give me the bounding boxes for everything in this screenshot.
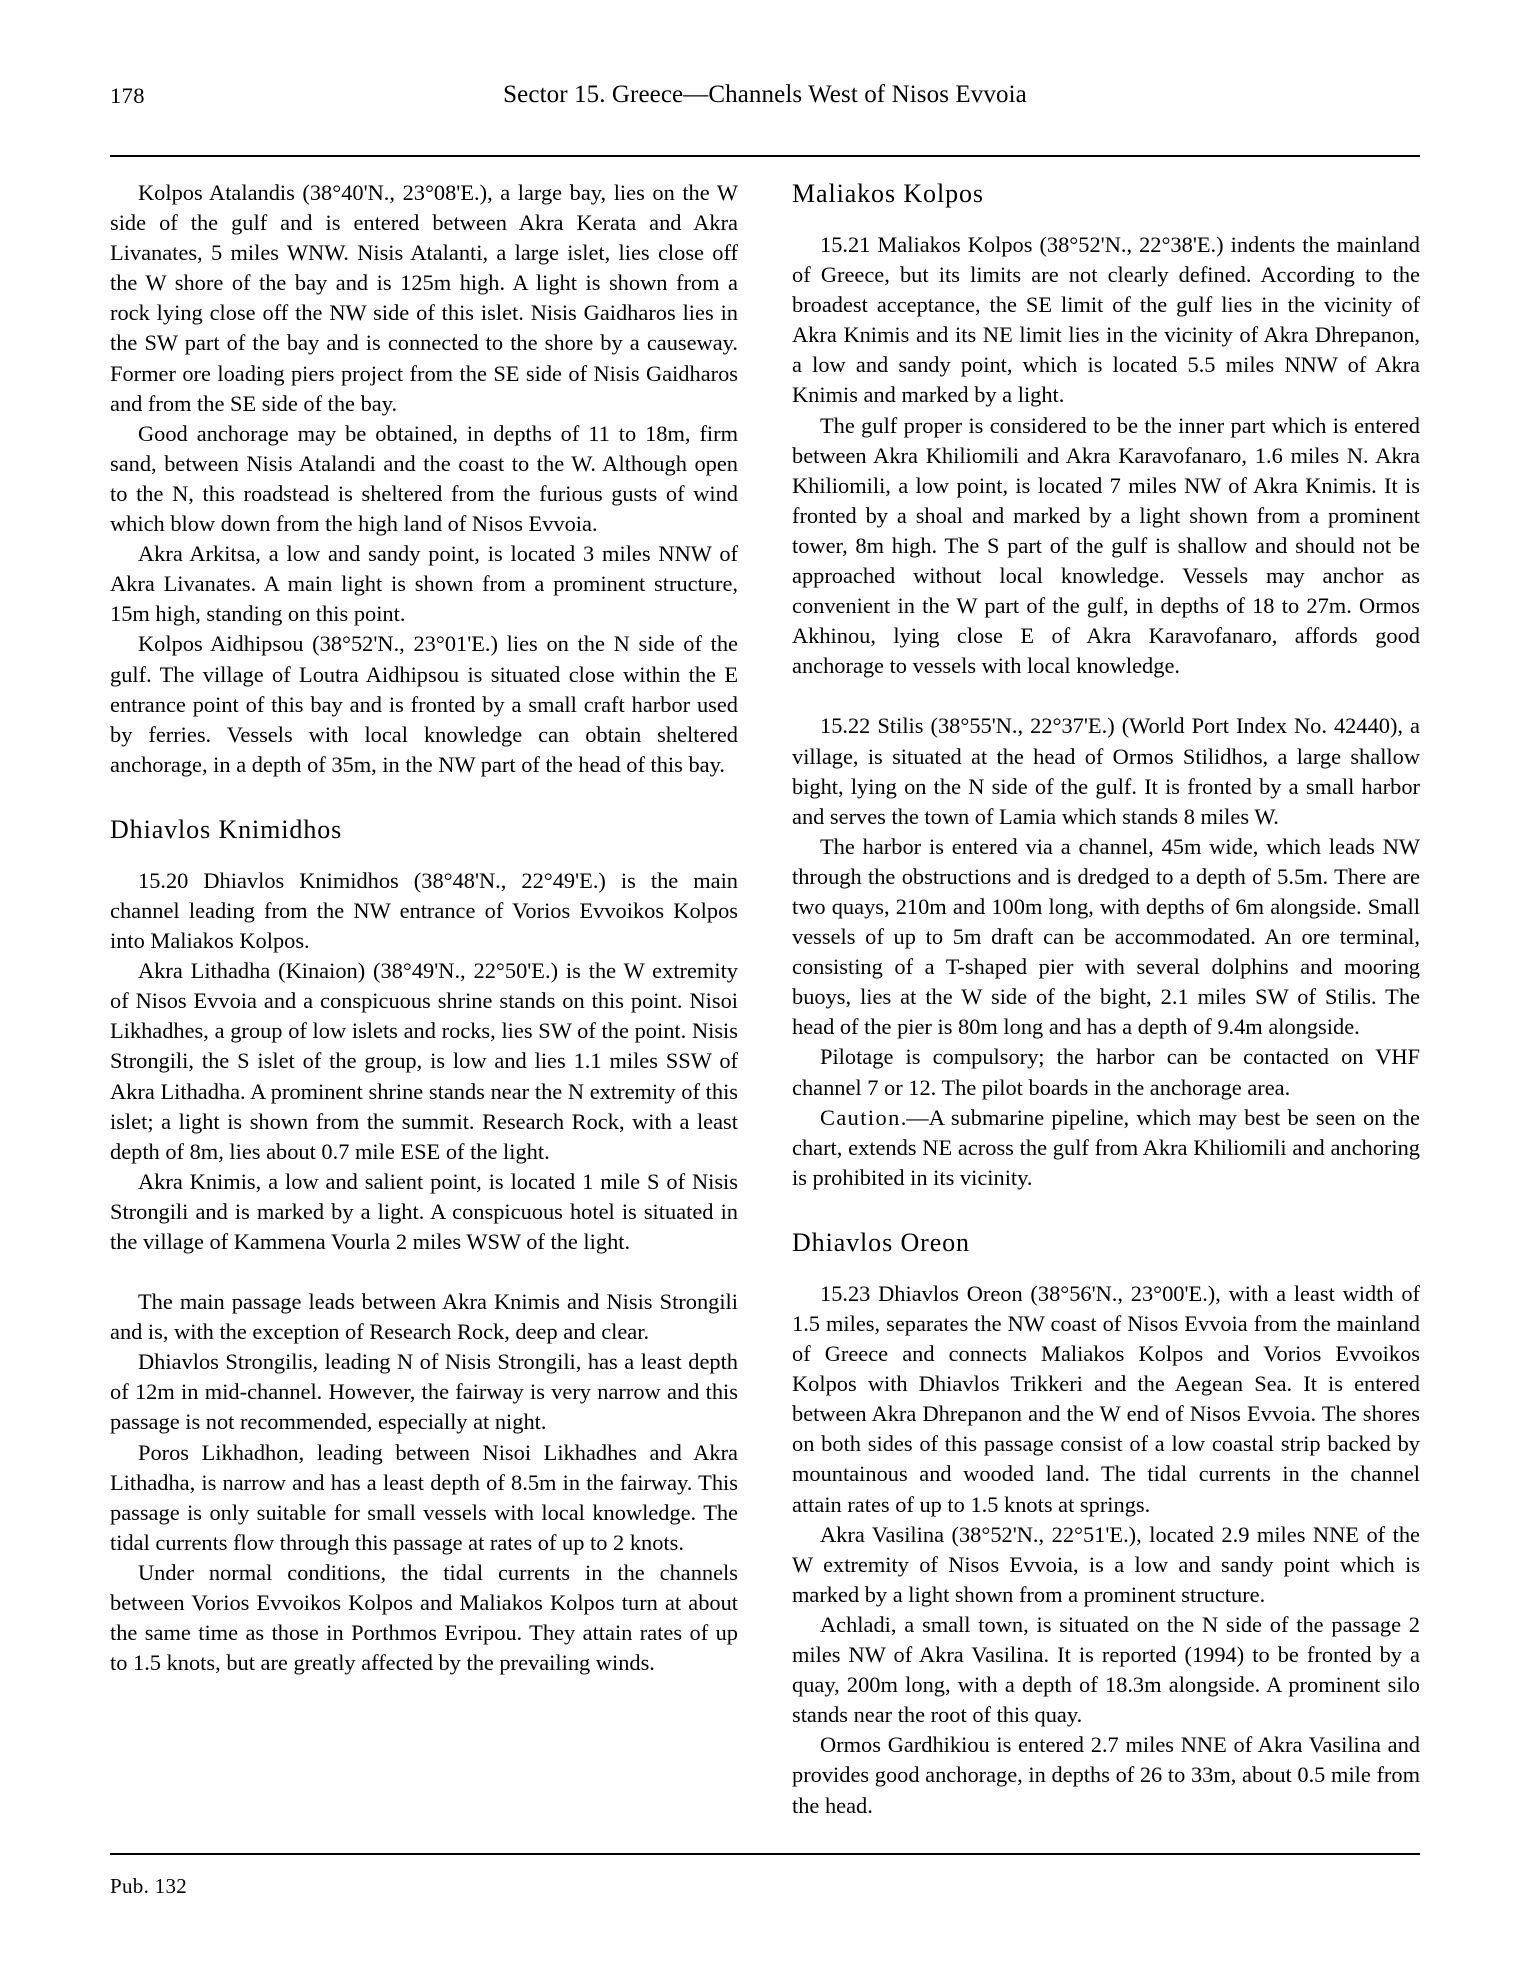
running-header [110, 82, 1420, 116]
body-paragraph: Good anchorage may be obtained, in depths of 11 to 18m, firm sand, between Nisis Atalandi and the coast to the W. Although open to the N, this roadstead is sheltered from the furious gusts of wind which blow down from the high land of Nisos Evvoia. [110, 420, 738, 537]
left-text-column [110, 178, 738, 1838]
page-number: 178 [110, 83, 145, 108]
header-title: Sector 15. Greece—Channels West of Nisos Evvoia [503, 81, 1027, 108]
body-paragraph: Akra Vasilina (38°52'N., 22°51'E.), located 2.9 miles NNE of the W extremity of Nisos Evvoia, is a low and sandy point which is marked by a light shown from a prominent structure. [792, 1521, 1420, 1607]
body-paragraph: Caution.—A submarine pipeline, which may best be seen on the chart, extends NE across the gulf from Akra Khiliomili and anchoring is prohibited in its vicinity. [792, 1104, 1420, 1190]
body-paragraph: Akra Lithadha (Kinaion) (38°49'N., 22°50'E.) is the W extremity of Nisos Evvoia and a conspicuous shrine stands on this point. Nisoi Likhadhes, a group of low islets and rocks, lies SW of the point. Nisis Strongili, the S islet of the group, is low and lies 1.1 miles SSW of Akra Lithadha. A prominent shrine stands near the N extremity of this islet; a light is shown from the summit. Research Rock, with a least depth of 8m, lies about 0.7 mile ESE of the light. [110, 958, 738, 1164]
body-paragraph: Dhiavlos Strongilis, leading N of Nisis Strongili, has a least depth of 12m in mid-channel. However, the fairway is very narrow and this passage is not recommended, especially at night. [110, 1349, 738, 1435]
body-paragraph: 15.22 Stilis (38°55'N., 22°37'E.) (World Port Index No. 42440), a village, is situated at the head of Ormos Stilidhos, a large shallow bight, lying on the N side of the gulf. It is fronted by a small harbor and serves the town of Lamia which stands 8 miles W. [792, 713, 1420, 829]
body-paragraph: The gulf proper is considered to be the inner part which is entered between Akra Khiliomili and Akra Karavofanaro, 1.6 miles N. Akra Khiliomili, a low point, is located 7 miles NW of Akra Knimis. It is fronted by a shoal and marked by a light shown from a prominent tower, 8m high. The S part of the gulf is shallow and should not be approached without local knowledge. Vessels may anchor as convenient in the W part of the gulf, in depths of 18 to 27m. Ormos Akhinou, lying close E of Akra Karavofanaro, affords good anchorage to vessels with local knowledge. [792, 412, 1420, 679]
body-paragraph: Pilotage is compulsory; the harbor can be contacted on VHF channel 7 or 12. The pilot boards in the anchorage area. [792, 1044, 1420, 1100]
section-heading: Dhiavlos Knimidhos [110, 814, 343, 844]
section-heading: Maliakos Kolpos [792, 179, 984, 208]
body-paragraph: Poros Likhadhon, leading between Nisoi Likhadhes and Akra Lithadha, is narrow and has a least depth of 8.5m in the fairway. This passage is only suitable for small vessels with local knowledge. The tidal currents flow through this passage at rates of up to 2 knots. [110, 1439, 738, 1555]
header-rule [110, 155, 1420, 157]
body-paragraph: Akra Knimis, a low and salient point, is located 1 mile S of Nisis Strongili and is marked by a light. A conspicuous hotel is situated in the village of Kammena Vourla 2 miles WSW of the light. [110, 1168, 738, 1254]
body-paragraph: Under normal conditions, the tidal currents in the channels between Vorios Evvoikos Kolpos and Maliakos Kolpos turn at about the same time as those in Porthmos Evripou. They attain rates of up to 1.5 knots, but are greatly affected by the prevailing winds. [110, 1559, 738, 1676]
body-paragraph: 15.21 Maliakos Kolpos (38°52'N., 22°38'E.) indents the mainland of Greece, but its limits are not clearly defined. According to the broadest acceptance, the SE limit of the gulf lies in the vicinity of Akra Knimis and its NE limit lies in the vicinity of Akra Dhrepanon, a low and sandy point, which is located 5.5 miles NNW of Akra Knimis and marked by a light. [792, 232, 1420, 408]
body-paragraph: Ormos Gardhikiou is entered 2.7 miles NNE of Akra Vasilina and provides good anchorage, in depths of 26 to 33m, about 0.5 mile from the head. [792, 1732, 1420, 1818]
body-paragraph: The harbor is entered via a channel, 45m wide, which leads NW through the obstructions and is dredged to a depth of 5.5m. There are two quays, 210m and 100m long, with depths of 6m alongside. Small vessels of up to 5m draft can be accommodated. An ore terminal, consisting of a T-shaped pier with several dolphins and mooring buoys, lies at the W side of the bight, 2.1 miles SW of Stilis. The head of the pier is 80m long and has a depth of 9.4m alongside. [792, 833, 1420, 1040]
body-paragraph: Akra Arkitsa, a low and sandy point, is located 3 miles NNW of Akra Livanates. A main light is shown from a prominent structure, 15m high, standing on this point. [110, 541, 738, 627]
body-paragraph: Kolpos Atalandis (38°40'N., 23°08'E.), a large bay, lies on the W side of the gulf and is entered between Akra Kerata and Akra Livanates, 5 miles WNW. Nisis Atalanti, a large islet, lies close off the W shore of the bay and is 125m high. A light is shown from a rock lying close off the NW side of this islet. Nisis Gaidharos lies in the SW part of the bay and is connected to the shore by a causeway. Former ore loading piers project from the SE side of Nisis Gaidharos and from the SE side of the bay. [110, 180, 738, 416]
body-paragraph: Achladi, a small town, is situated on the N side of the passage 2 miles NW of Akra Vasilina. It is reported (1994) to be fronted by a quay, 200m long, with a depth of 18.3m alongside. A prominent silo stands near the root of this quay. [792, 1611, 1420, 1728]
body-columns [110, 178, 1420, 1838]
footer-publication: Pub. 132 [110, 1874, 188, 1898]
body-paragraph: The main passage leads between Akra Knimis and Nisis Strongili and is, with the exception of Research Rock, deep and clear. [110, 1289, 738, 1345]
body-paragraph: 15.23 Dhiavlos Oreon (38°56'N., 23°00'E.), with a least width of 1.5 miles, separates the NW coast of Nisos Evvoia from the mainland of Greece and connects Maliakos Kolpos and Vorios Evvoikos Kolpos with Dhiavlos Trikkeri and the Aegean Sea. It is entered between Akra Dhrepanon and the W end of Nisos Evvoia. The shores on both sides of this passage consist of a low coastal strip backed by mountainous and wooded land. The tidal currents in the channel attain rates of up to 1.5 knots at springs. [792, 1280, 1420, 1517]
footer-rule [110, 1853, 1420, 1855]
body-paragraph: 15.20 Dhiavlos Knimidhos (38°48'N., 22°49'E.) is the main channel leading from the NW entrance of Vorios Evvoikos Kolpos into Maliakos Kolpos. [110, 867, 738, 954]
right-text-column [792, 178, 1420, 1838]
caution-label: Caution [820, 1104, 901, 1130]
body-paragraph: Kolpos Aidhipsou (38°52'N., 23°01'E.) lies on the N side of the gulf. The village of Loutra Aidhipsou is situated close within the E entrance point of this bay and is fronted by a small craft harbor used by ferries. Vessels with local knowledge can obtain sheltered anchorage, in a depth of 35m, in the NW part of the head of this bay. [110, 631, 738, 777]
section-heading: Dhiavlos Oreon [792, 1227, 970, 1257]
